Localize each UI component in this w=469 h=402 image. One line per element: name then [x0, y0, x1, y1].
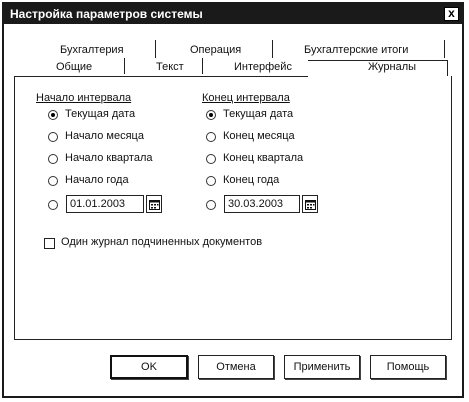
tab-interfeis[interactable]: Интерфейс	[234, 61, 292, 73]
radio-label: Начало месяца	[65, 130, 144, 142]
calendar-icon	[149, 199, 160, 210]
radio-label: Конец года	[223, 174, 280, 186]
radio-button[interactable]	[206, 132, 216, 142]
tab-obshchie[interactable]: Общие	[56, 61, 93, 73]
radio-button[interactable]	[48, 132, 58, 142]
tab-zhurnaly[interactable]: Журналы	[368, 61, 417, 73]
radio-button[interactable]	[206, 154, 216, 164]
tab-tekst[interactable]: Текст	[156, 61, 184, 73]
radio-button[interactable]	[206, 176, 216, 186]
end-calendar-button[interactable]	[302, 195, 318, 213]
tab-separator	[272, 40, 273, 58]
tab-operaciya[interactable]: Операция	[190, 44, 242, 56]
start-interval-title: Начало интервала	[36, 92, 132, 104]
single-journal-checkbox[interactable]	[44, 238, 55, 249]
window-title: Настройка параметров системы	[10, 7, 203, 21]
radio-label: Начало квартала	[65, 152, 153, 164]
tab-buhgalterskie-itogi[interactable]: Бухгалтерские итоги	[304, 44, 409, 56]
tab-buhgalteriya[interactable]: Бухгалтерия	[60, 44, 124, 56]
start-date-input[interactable]: 01.01.2003	[66, 195, 144, 213]
radio-button[interactable]	[48, 110, 58, 120]
tab-separator	[444, 40, 445, 58]
title-bar	[4, 4, 462, 24]
tab-separator	[124, 58, 125, 74]
start-radio-custom-date[interactable]	[48, 198, 60, 214]
radio-label: Текущая дата	[223, 108, 294, 120]
radio-button[interactable]	[48, 176, 58, 186]
end-radio-custom-date[interactable]	[206, 198, 218, 214]
close-button[interactable]	[444, 7, 459, 21]
tab-separator	[155, 40, 156, 58]
settings-dialog	[2, 2, 464, 398]
ok-button[interactable]: OK	[110, 355, 188, 379]
end-interval-title: Конец интервала	[202, 92, 290, 104]
radio-label: Начало года	[65, 174, 129, 186]
radio-label: Конец месяца	[223, 130, 295, 142]
start-calendar-button[interactable]	[146, 195, 162, 213]
end-date-input[interactable]: 30.03.2003	[224, 195, 300, 213]
cancel-button[interactable]: Отмена	[198, 355, 274, 379]
radio-button[interactable]	[48, 154, 58, 164]
radio-button[interactable]	[48, 200, 58, 210]
calendar-icon	[305, 199, 316, 210]
radio-label: Конец квартала	[223, 152, 304, 164]
tab-separator	[202, 58, 203, 74]
radio-button[interactable]	[206, 200, 216, 210]
radio-label: Текущая дата	[65, 108, 136, 120]
close-icon: x	[448, 6, 455, 20]
single-journal-label: Один журнал подчиненных документов	[61, 236, 263, 248]
help-button[interactable]: Помощь	[370, 355, 446, 379]
radio-button[interactable]	[206, 110, 216, 120]
apply-button[interactable]: Применить	[284, 355, 360, 379]
